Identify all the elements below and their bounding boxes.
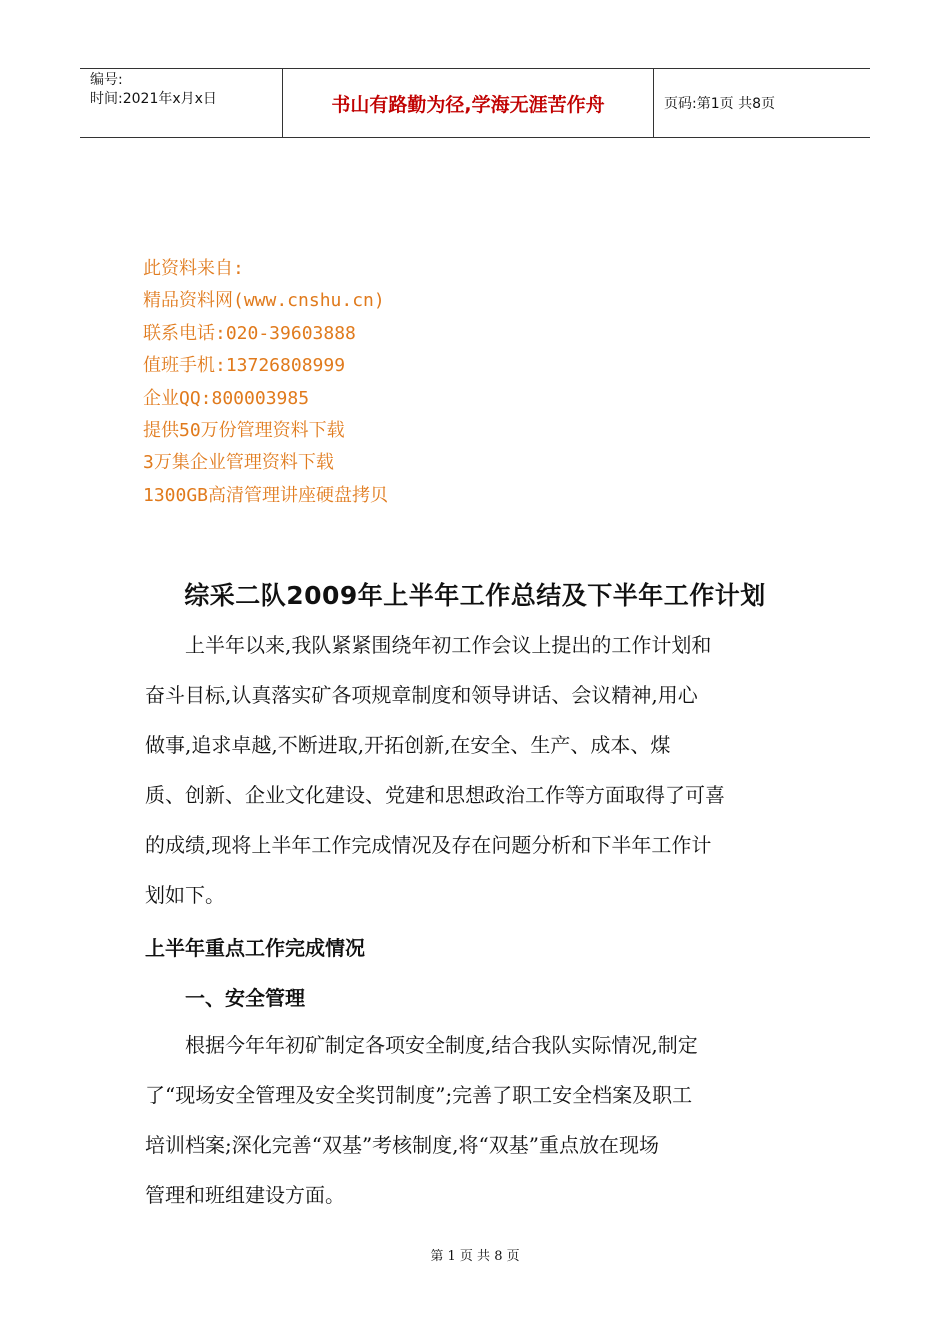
intro-paragraph [145,620,807,920]
paragraph-line: 做事,追求卓越,不断进取,开拓创新,在安全、生产、成本、煤 [145,733,671,757]
header-motto-cell [282,69,654,137]
promo-line: 3万集企业管理资料下载 [143,452,334,474]
paragraph-line: 管理和班组建设方面。 [145,1183,345,1207]
paragraph-line: 根据今年年初矿制定各项安全制度,结合我队实际情况,制定 [145,1033,698,1057]
promo-line: 值班手机:13726808999 [143,355,346,377]
promo-line: 1300GB高清管理讲座硬盘拷贝 [143,484,389,506]
paragraph-line: 质、创新、企业文化建设、党建和思想政治工作等方面取得了可喜 [145,783,725,807]
motto-text: 书山有路勤为径,学海无涯苦作舟 [331,93,605,116]
page-footer: 第 1 页 共 8 页 [430,1249,520,1264]
paragraph-line: 上半年以来,我队紧紧围绕年初工作会议上提出的工作计划和 [145,633,712,657]
paragraph-line: 了“现场安全管理及安全奖罚制度”;完善了职工安全档案及职工 [145,1083,693,1107]
promo-block [143,253,388,512]
paragraph-line: 的成绩,现将上半年工作完成情况及存在问题分析和下半年工作计 [145,833,712,857]
page-info: 页码:第1页 共8页 [664,96,775,112]
document-title: 综采二队2009年上半年工作总结及下半年工作计划 [184,581,766,610]
safety-paragraph [145,1020,807,1220]
promo-line: 此资料来自: [143,258,244,279]
promo-line: 精品资料网(www.cnshu.cn) [143,290,385,312]
subsection-heading: 一、安全管理 [145,986,305,1010]
time-label: 时间:2021年x月x日 [90,91,217,107]
header-page-cell [654,69,870,137]
header-meta-cell [80,69,282,137]
section-heading: 上半年重点工作完成情况 [145,936,365,960]
paragraph-line: 划如下。 [145,883,225,907]
serial-label: 编号: [90,72,123,88]
paragraph-line: 奋斗目标,认真落实矿各项规章制度和领导讲话、会议精神,用心 [145,683,698,707]
promo-line: 联系电话:020-39603888 [143,322,356,344]
promo-line: 提供50万份管理资料下载 [143,420,345,442]
promo-line: 企业QQ:800003985 [143,387,310,409]
header-table [80,68,870,138]
paragraph-line: 培训档案;深化完善“双基”考核制度,将“双基”重点放在现场 [145,1133,659,1157]
